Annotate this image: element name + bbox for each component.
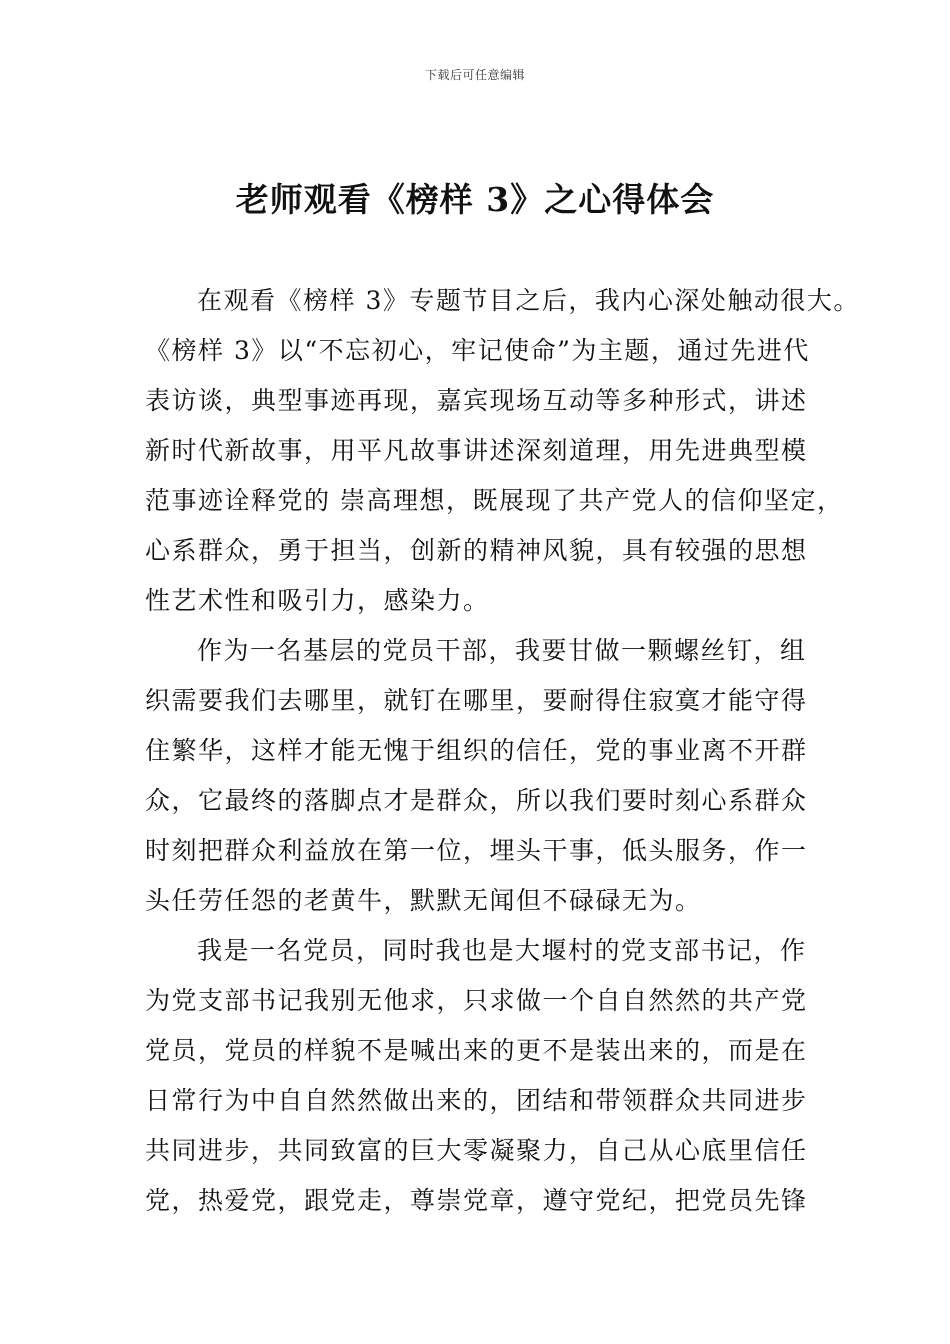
paragraph-3-line: 共同进步，共同致富的巨大零凝聚力，自己从心底里信任 bbox=[145, 1136, 808, 1165]
paragraph-3-line: 为党支部书记我别无他求，只求做一个自自然然的共产党 bbox=[145, 986, 808, 1015]
paragraph-1-line: 在观看《榜样 3》专题节目之后，我内心深处触动很大。 bbox=[197, 286, 860, 315]
paragraph-3-line: 党，热爱党，跟党走，尊崇党章，遵守党纪，把党员先锋 bbox=[145, 1186, 808, 1215]
paragraph-3-line: 我是一名党员，同时我也是大堰村的党支部书记，作 bbox=[197, 936, 807, 965]
paragraph-1-line: 性艺术性和吸引力，感染力。 bbox=[145, 586, 490, 615]
paragraph-1-line: 《榜样 3》以“不忘初心，牢记使命”为主题，通过先进代 bbox=[145, 336, 810, 365]
paragraph-1-line: 心系群众，勇于担当，创新的精神风貌，具有较强的思想 bbox=[145, 536, 808, 565]
paragraph-2-line: 头任劳任怨的老黄牛，默默无闻但不碌碌无为。 bbox=[145, 886, 702, 915]
paragraph-3-line: 日常行为中自自然然做出来的，团结和带领群众共同进步 bbox=[145, 1086, 808, 1115]
paragraph-1-line: 表访谈，典型事迹再现，嘉宾现场互动等多种形式，讲述 bbox=[145, 386, 808, 415]
paragraph-2-line: 织需要我们去哪里，就钉在哪里，要耐得住寂寞才能守得 bbox=[145, 686, 808, 715]
paragraph-3-line: 党员，党员的样貌不是喊出来的更不是装出来的，而是在 bbox=[145, 1036, 808, 1065]
paragraph-2-line: 众，它最终的落脚点才是群众，所以我们要时刻心系群众 bbox=[145, 786, 808, 815]
paragraph-2-line: 时刻把群众利益放在第一位，埋头干事，低头服务，作一 bbox=[145, 836, 808, 865]
document-title: 老师观看《榜样 3》之心得体会 bbox=[235, 180, 715, 219]
paragraph-2-line: 作为一名基层的党员干部，我要甘做一颗螺丝钉，组 bbox=[197, 636, 807, 665]
document-body bbox=[145, 276, 860, 1226]
paragraph-1-line: 新时代新故事，用平凡故事讲述深刻道理，用先进典型模 bbox=[145, 436, 808, 465]
paragraph-2-line: 住繁华，这样才能无愧于组织的信任，党的事业离不开群 bbox=[145, 736, 808, 765]
paragraph-1-line: 范事迹诠释党的 崇高理想，既展现了共产党人的信仰坚定， bbox=[145, 486, 844, 515]
header-note: 下载后可任意编辑 bbox=[424, 68, 525, 82]
